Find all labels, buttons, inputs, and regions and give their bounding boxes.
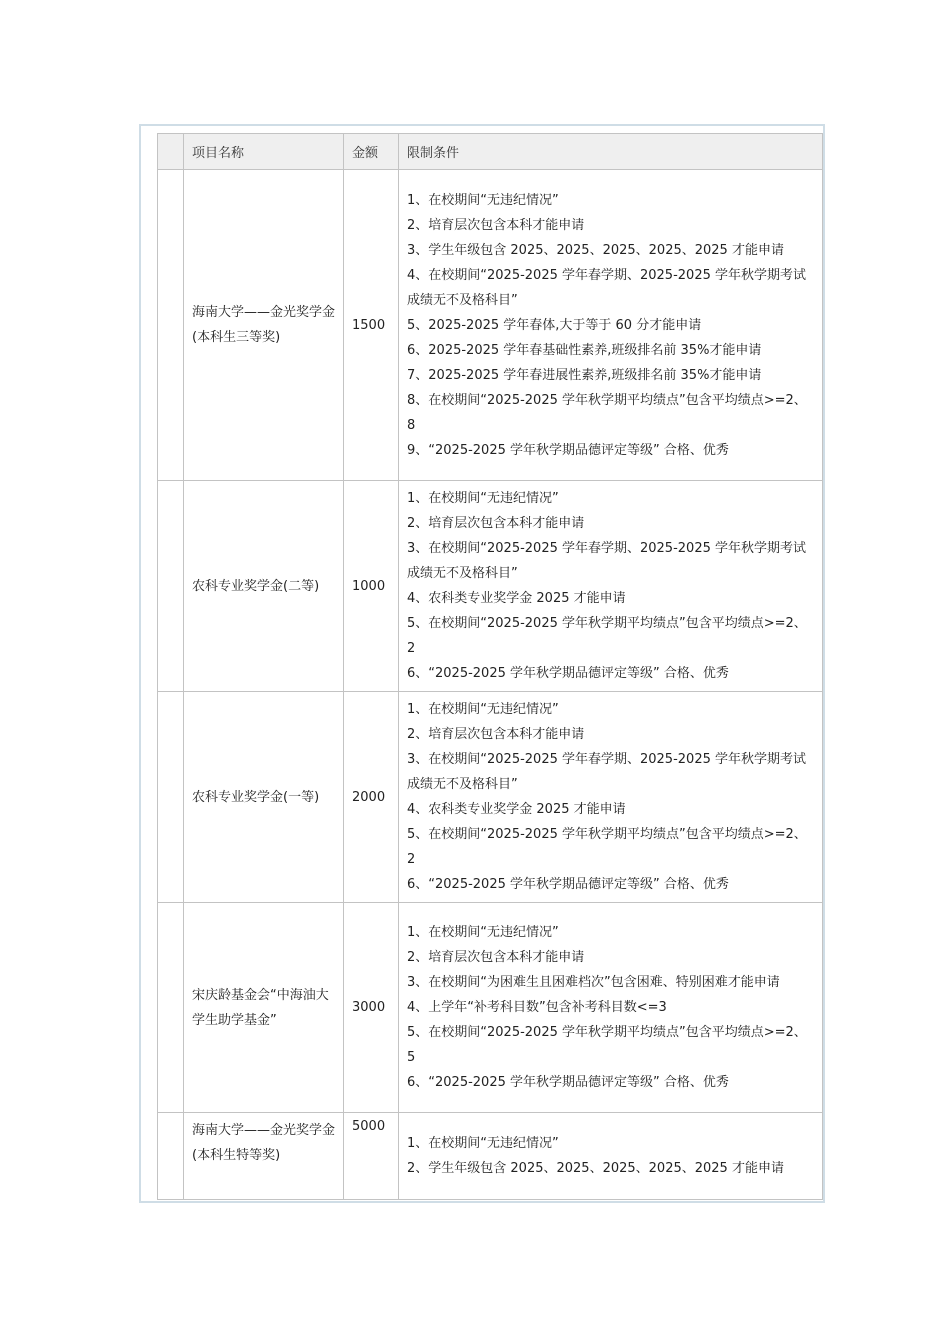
condition-item: 1、在校期间“无违纪情况” <box>407 192 559 208</box>
condition-item: 5、2025-2025 学年春体,大于等于 60 分才能申请 <box>407 317 702 333</box>
conditions-cell <box>399 481 823 692</box>
condition-item: 9、“2025-2025 学年秋学期品德评定等级” 合格、优秀 <box>407 442 729 458</box>
condition-item: 3、在校期间“为困难生且困难档次”包含困难、特别困难才能申请 <box>407 975 780 990</box>
table-row <box>158 170 823 481</box>
condition-item: 3、在校期间“2025-2025 学年春学期、2025-2025 学年秋学期考试成绩无不及格科目” <box>407 541 806 581</box>
condition-item: 1、在校期间“无违纪情况” <box>407 925 559 940</box>
project-name-cell: 海南大学——金光奖学金(本科生特等奖) <box>184 1113 344 1200</box>
project-name-cell: 农科专业奖学金(二等) <box>184 481 344 692</box>
row-index-cell <box>158 481 184 692</box>
table-row <box>158 692 823 903</box>
condition-item: 4、上学年“补考科目数”包含补考科目数<=3 <box>407 1000 667 1015</box>
conditions-cell <box>399 692 823 903</box>
amount-cell: 1000 <box>344 481 399 692</box>
row-index-cell <box>158 903 184 1113</box>
amount-cell: 2000 <box>344 692 399 903</box>
condition-item: 5、在校期间“2025-2025 学年秋学期平均绩点”包含平均绩点>=2、5 <box>407 1025 807 1065</box>
condition-item: 2、培育层次包含本科才能申请 <box>407 950 585 965</box>
condition-item: 3、学生年级包含 2025、2025、2025、2025、2025 才能申请 <box>407 242 784 258</box>
table-row <box>158 481 823 692</box>
conditions-cell <box>399 170 823 481</box>
table-row <box>158 903 823 1113</box>
condition-item: 1、在校期间“无违纪情况” <box>407 702 559 717</box>
condition-item: 7、2025-2025 学年春进展性素养,班级排名前 35%才能申请 <box>407 367 762 383</box>
condition-item: 4、在校期间“2025-2025 学年春学期、2025-2025 学年秋学期考试成绩无不及格科目” <box>407 267 806 308</box>
row-index-cell <box>158 692 184 903</box>
row-index-cell <box>158 1113 184 1200</box>
condition-item: 6、“2025-2025 学年秋学期品德评定等级” 合格、优秀 <box>407 1075 729 1090</box>
condition-item: 2、培育层次包含本科才能申请 <box>407 727 585 742</box>
header-project-name: 项目名称 <box>184 134 344 170</box>
document-frame <box>139 124 825 1203</box>
condition-item: 6、“2025-2025 学年秋学期品德评定等级” 合格、优秀 <box>407 666 729 681</box>
condition-item: 4、农科类专业奖学金 2025 才能申请 <box>407 591 626 606</box>
condition-item: 2、学生年级包含 2025、2025、2025、2025、2025 才能申请 <box>407 1161 784 1176</box>
table-row <box>158 1113 823 1200</box>
condition-item: 4、农科类专业奖学金 2025 才能申请 <box>407 802 626 817</box>
conditions-cell <box>399 1113 823 1200</box>
conditions-cell <box>399 903 823 1113</box>
header-amount: 金额 <box>344 134 399 170</box>
condition-item: 2、培育层次包含本科才能申请 <box>407 217 585 233</box>
amount-cell: 3000 <box>344 903 399 1113</box>
header-index <box>158 134 184 170</box>
table-header-row <box>158 134 823 170</box>
condition-item: 6、“2025-2025 学年秋学期品德评定等级” 合格、优秀 <box>407 877 729 892</box>
condition-item: 5、在校期间“2025-2025 学年秋学期平均绩点”包含平均绩点>=2、2 <box>407 616 807 656</box>
project-name-cell: 宋庆龄基金会“中海油大学生助学基金” <box>184 903 344 1113</box>
condition-item: 6、2025-2025 学年春基础性素养,班级排名前 35%才能申请 <box>407 342 762 358</box>
row-index-cell <box>158 170 184 481</box>
condition-item: 2、培育层次包含本科才能申请 <box>407 516 585 531</box>
condition-item: 1、在校期间“无违纪情况” <box>407 491 559 506</box>
scholarship-table <box>157 133 823 1200</box>
condition-item: 8、在校期间“2025-2025 学年秋学期平均绩点”包含平均绩点>=2、8 <box>407 392 807 433</box>
condition-item: 5、在校期间“2025-2025 学年秋学期平均绩点”包含平均绩点>=2、2 <box>407 827 807 867</box>
header-conditions: 限制条件 <box>399 134 823 170</box>
amount-cell: 5000 <box>344 1113 399 1200</box>
amount-cell: 1500 <box>344 170 399 481</box>
condition-item: 1、在校期间“无违纪情况” <box>407 1136 559 1151</box>
project-name-cell: 海南大学——金光奖学金(本科生三等奖) <box>184 170 344 481</box>
project-name-cell: 农科专业奖学金(一等) <box>184 692 344 903</box>
condition-item: 3、在校期间“2025-2025 学年春学期、2025-2025 学年秋学期考试成绩无不及格科目” <box>407 752 806 792</box>
